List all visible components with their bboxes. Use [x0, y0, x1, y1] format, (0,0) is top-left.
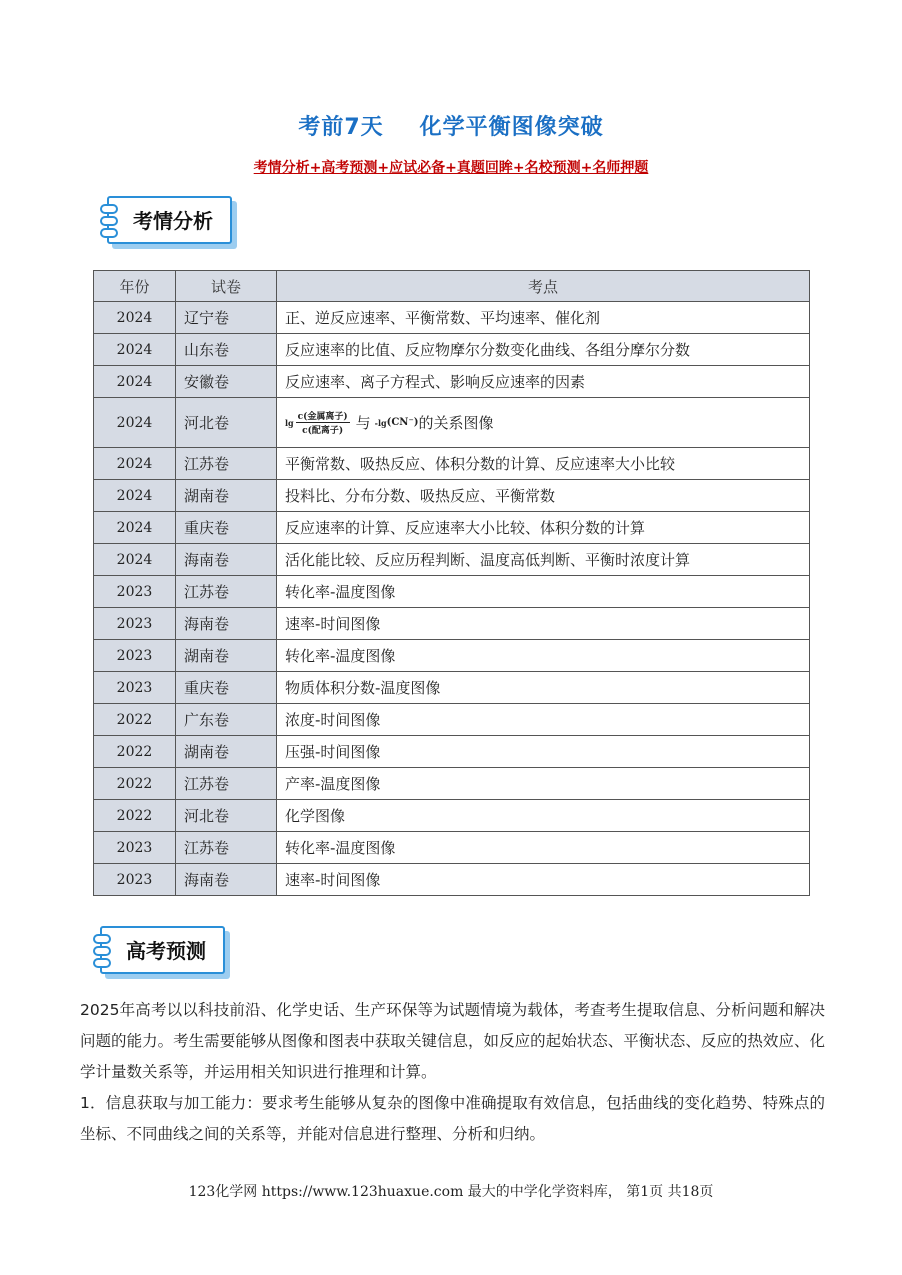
cell-point: 反应速率的计算、反应速率大小比较、体积分数的计算 [277, 512, 810, 544]
cell-paper: 湖南卷 [176, 736, 277, 768]
page-footer: 123化学网 https://www.123huaxue.com 最大的中学化学资料库， 第1页 共18页 [188, 1184, 714, 1200]
cell-year: 2024 [94, 398, 176, 448]
cell-year: 2024 [94, 302, 176, 334]
cell-point: 正、逆反应速率、平衡常数、平均速率、催化剂 [277, 302, 810, 334]
cell-paper: 辽宁卷 [176, 302, 277, 334]
formula-numerator: c(金属离子) [296, 409, 350, 423]
cell-year: 2024 [94, 366, 176, 398]
table-row [94, 672, 810, 704]
forecast-paragraph: 2025年高考以以科技前沿、化学史话、生产环保等为试题情境为载体，考查考生提取信息、分析问题和解决问题的能力。考生需要能够从图像和图表中获取关键信息，如反应的起始状态、平衡状态、反应的热效应、化学计量数关系等，并运用相关知识进行推理和计算。 [80, 1001, 825, 1081]
cell-paper: 湖南卷 [176, 480, 277, 512]
table-row [94, 832, 810, 864]
table-row [94, 864, 810, 896]
table-row [94, 480, 810, 512]
cell-paper: 江苏卷 [176, 768, 277, 800]
formula-ion: (CN⁻) [386, 417, 419, 428]
table-row [94, 366, 810, 398]
title-left: 考前7天 [298, 115, 384, 140]
cell-paper: 重庆卷 [176, 672, 277, 704]
cell-point: 转化率-温度图像 [277, 832, 810, 864]
table-row [94, 800, 810, 832]
cell-point: 产率-温度图像 [277, 768, 810, 800]
title-right: 化学平衡图像突破 [419, 115, 604, 140]
cell-year: 2022 [94, 736, 176, 768]
cell-year: 2022 [94, 800, 176, 832]
cell-point: 活化能比较、反应历程判断、温度高低判断、平衡时浓度计算 [277, 544, 810, 576]
formula-denominator: c(配离子) [302, 426, 344, 436]
cell-point: 投料比、分布分数、吸热反应、平衡常数 [277, 480, 810, 512]
header-point: 考点 [277, 271, 810, 302]
cell-paper: 广东卷 [176, 704, 277, 736]
cell-year: 2023 [94, 576, 176, 608]
table-row [94, 640, 810, 672]
section-label-analysis [107, 196, 232, 244]
cell-paper: 湖南卷 [176, 640, 277, 672]
cell-year: 2023 [94, 864, 176, 896]
cell-paper: 海南卷 [176, 608, 277, 640]
cell-year: 2023 [94, 672, 176, 704]
page-subtitle: 考情分析+高考预测+应试必备+真题回眸+名校预测+名师押题 [253, 160, 649, 176]
table-row [94, 768, 810, 800]
cell-year: 2023 [94, 832, 176, 864]
cell-paper: 江苏卷 [176, 448, 277, 480]
table-header-row [94, 271, 810, 302]
cell-year: 2024 [94, 544, 176, 576]
cell-paper: 海南卷 [176, 864, 277, 896]
cell-point: 反应速率、离子方程式、影响反应速率的因素 [277, 366, 810, 398]
cell-point: 转化率-温度图像 [277, 640, 810, 672]
table-row [94, 736, 810, 768]
cell-paper: 江苏卷 [176, 576, 277, 608]
table-row [94, 576, 810, 608]
section-label-forecast [100, 926, 225, 974]
notebook-spiral-icon [100, 202, 118, 238]
cell-point: 转化率-温度图像 [277, 576, 810, 608]
page-title [0, 110, 902, 141]
table-row [94, 512, 810, 544]
cell-paper: 江苏卷 [176, 832, 277, 864]
cell-point: 反应速率的比值、反应物摩尔分数变化曲线、各组分摩尔分数 [277, 334, 810, 366]
forecast-point-1: 1．信息获取与加工能力：要求考生能够从复杂的图像中准确提取有效信息，包括曲线的变化趋势、特殊点的坐标、不同曲线之间的关系等，并能对信息进行整理、分析和归纳。 [80, 1094, 825, 1143]
section-label-text: 高考预测 [126, 939, 206, 963]
cell-point: 压强-时间图像 [277, 736, 810, 768]
cell-year: 2023 [94, 640, 176, 672]
table-row [94, 302, 810, 334]
header-year: 年份 [94, 271, 176, 302]
cell-point: 平衡常数、吸热反应、体积分数的计算、反应速率大小比较 [277, 448, 810, 480]
formula-connector: 与 [355, 414, 371, 432]
cell-year: 2024 [94, 512, 176, 544]
formula-tail: 的关系图像 [418, 414, 494, 432]
cell-point: 化学图像 [277, 800, 810, 832]
cell-paper: 海南卷 [176, 544, 277, 576]
table-row [94, 544, 810, 576]
formula [285, 409, 493, 436]
cell-paper: 河北卷 [176, 398, 277, 448]
exam-analysis-table [93, 270, 810, 896]
cell-point: 速率-时间图像 [277, 864, 810, 896]
cell-year: 2024 [94, 334, 176, 366]
formula-fraction [296, 409, 350, 436]
cell-point: 速率-时间图像 [277, 608, 810, 640]
table-row [94, 704, 810, 736]
table-row [94, 398, 810, 448]
formula-neg-lg: -lg [374, 417, 387, 428]
cell-point [277, 398, 810, 448]
cell-year: 2023 [94, 608, 176, 640]
notebook-spiral-icon [93, 932, 111, 968]
formula-lg: lg [285, 417, 294, 428]
cell-paper: 重庆卷 [176, 512, 277, 544]
cell-paper: 安徽卷 [176, 366, 277, 398]
cell-paper: 河北卷 [176, 800, 277, 832]
cell-year: 2022 [94, 768, 176, 800]
table-row [94, 334, 810, 366]
cell-point: 浓度-时间图像 [277, 704, 810, 736]
cell-point: 物质体积分数-温度图像 [277, 672, 810, 704]
cell-year: 2022 [94, 704, 176, 736]
table-row [94, 448, 810, 480]
section-label-text: 考情分析 [133, 209, 213, 233]
cell-year: 2024 [94, 448, 176, 480]
cell-paper: 山东卷 [176, 334, 277, 366]
table-row [94, 608, 810, 640]
cell-year: 2024 [94, 480, 176, 512]
header-paper: 试卷 [176, 271, 277, 302]
